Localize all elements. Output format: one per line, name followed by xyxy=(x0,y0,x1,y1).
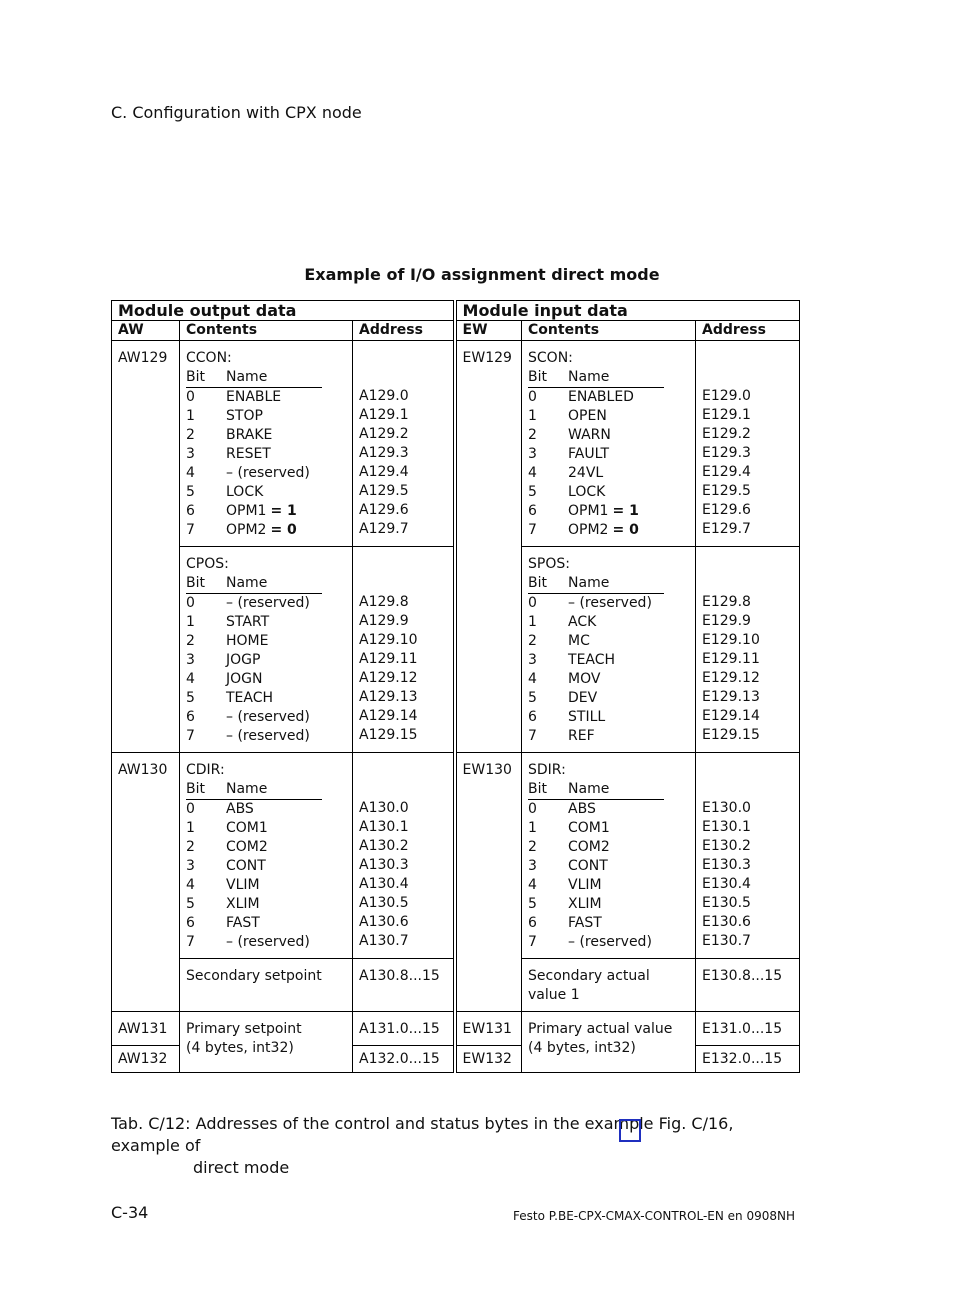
word-aw129: AW129 xyxy=(112,341,180,753)
bit-number: 3 xyxy=(186,858,195,874)
bit-address: A130.0 xyxy=(359,800,409,816)
address-list xyxy=(359,349,447,539)
bit-name: BRAKE xyxy=(226,427,273,443)
bit-header-bit: Bit xyxy=(186,575,205,591)
bit-header xyxy=(528,368,689,388)
bit-row xyxy=(528,933,689,952)
bit-row xyxy=(528,632,689,651)
bit-address: E129.14 xyxy=(702,708,760,724)
caption-line-1: Tab. C/12: Addresses of the control and status bytes in the example Fig. C/16, example of xyxy=(111,1114,734,1155)
bit-number: 1 xyxy=(528,408,537,424)
bit-header-name: Name xyxy=(226,575,268,591)
bit-row xyxy=(528,800,689,819)
bit-row xyxy=(186,464,346,483)
bit-row xyxy=(186,613,346,632)
bit-address: E129.5 xyxy=(702,483,751,499)
bit-address: E130.2 xyxy=(702,838,751,854)
bit-name: FAULT xyxy=(568,446,610,462)
bit-number: 3 xyxy=(528,446,537,462)
bit-row xyxy=(186,819,346,838)
bit-address: A129.10 xyxy=(359,632,418,648)
bit-address: E130.5 xyxy=(702,895,751,911)
sdir-cell xyxy=(522,753,696,959)
bit-address: A129.14 xyxy=(359,708,418,724)
bit-row xyxy=(528,708,689,727)
bit-number: 2 xyxy=(186,427,195,443)
bit-number: 0 xyxy=(186,801,195,817)
bit-address: E130.4 xyxy=(702,876,751,892)
bit-row xyxy=(528,594,689,613)
bit-name: STOP xyxy=(226,408,263,424)
bit-header-name: Name xyxy=(226,781,268,797)
bit-number: 5 xyxy=(186,484,195,500)
bit-name: COM2 xyxy=(226,839,268,855)
bit-number: 7 xyxy=(528,728,537,744)
bit-address: E129.4 xyxy=(702,464,751,480)
bit-number: 4 xyxy=(528,465,537,481)
bit-row xyxy=(186,876,346,895)
bit-row xyxy=(186,689,346,708)
bit-row xyxy=(186,651,346,670)
bit-name: TEACH xyxy=(226,690,274,706)
bit-name: ACK xyxy=(568,614,597,630)
bit-name: MOV xyxy=(568,671,601,687)
bit-address: E129.12 xyxy=(702,670,760,686)
bit-address: A130.2 xyxy=(359,838,409,854)
section-input: Module input data xyxy=(455,301,800,321)
register-label: CCON: xyxy=(186,350,232,366)
col-address-out: Address xyxy=(353,321,455,341)
bit-header-name: Name xyxy=(568,369,610,385)
bit-address: E129.13 xyxy=(702,689,760,705)
bit-name: CONT xyxy=(226,858,266,874)
bit-row xyxy=(528,388,689,407)
bit-name: ABS xyxy=(226,801,254,817)
bit-header-name: Name xyxy=(226,369,268,385)
bit-address: A130.3 xyxy=(359,857,409,873)
bit-name: – (reserved) xyxy=(226,934,310,950)
bit-number: 1 xyxy=(186,408,195,424)
ccon-addr-cell xyxy=(353,341,455,547)
link-marker[interactable] xyxy=(619,1119,641,1142)
bit-number: 2 xyxy=(528,427,537,443)
bit-number: 6 xyxy=(528,915,537,931)
bit-row xyxy=(186,857,346,876)
bit-address: A129.11 xyxy=(359,651,418,667)
bit-name: OPM1 xyxy=(226,503,267,519)
bit-number: 0 xyxy=(528,595,537,611)
bit-header-name: Name xyxy=(568,781,610,797)
bit-address: E129.9 xyxy=(702,613,751,629)
bit-row xyxy=(186,594,346,613)
bit-number: 5 xyxy=(528,484,537,500)
ccon-cell xyxy=(180,341,353,547)
bit-address: E129.6 xyxy=(702,502,751,518)
bit-row xyxy=(186,521,346,540)
bit-address: A129.9 xyxy=(359,613,409,629)
section-output: Module output data xyxy=(112,301,455,321)
bit-name: COM2 xyxy=(568,839,610,855)
bit-number: 3 xyxy=(186,652,195,668)
bit-name: START xyxy=(226,614,270,630)
bit-number: 6 xyxy=(528,709,537,725)
bit-number: 0 xyxy=(528,801,537,817)
bit-name: VLIM xyxy=(568,877,602,893)
bit-number: 6 xyxy=(186,709,195,725)
bit-number: 3 xyxy=(186,446,195,462)
bit-row xyxy=(186,502,346,521)
bit-address: E129.0 xyxy=(702,388,751,404)
caption-line-2: direct mode xyxy=(193,1158,290,1177)
primary-actual-label: Primary actual value xyxy=(528,1021,673,1037)
register-label: SCON: xyxy=(528,350,573,366)
bit-address: A129.15 xyxy=(359,727,418,743)
spos-addr-cell xyxy=(696,547,800,753)
spos-cell xyxy=(522,547,696,753)
bit-row xyxy=(186,838,346,857)
bit-row xyxy=(528,895,689,914)
register-label: SDIR: xyxy=(528,762,566,778)
bit-row xyxy=(528,914,689,933)
bit-row xyxy=(186,388,346,407)
bit-name: JOGN xyxy=(226,671,263,687)
bit-name: OPEN xyxy=(568,408,607,424)
bit-header-bit: Bit xyxy=(528,781,547,797)
bit-header xyxy=(186,574,346,594)
primary-setpoint-size: (4 bytes, int32) xyxy=(186,1040,294,1056)
io-assignment-table xyxy=(111,300,800,1073)
bit-number: 1 xyxy=(186,614,195,630)
bit-row xyxy=(528,426,689,445)
bit-header-bit: Bit xyxy=(186,369,205,385)
bit-address: E129.8 xyxy=(702,594,751,610)
col-contents-in: Contents xyxy=(522,321,696,341)
bit-header xyxy=(186,780,346,800)
bit-header-bit: Bit xyxy=(528,369,547,385)
bit-name: OPM2 xyxy=(568,522,609,538)
bit-name: CONT xyxy=(568,858,608,874)
bit-number: 3 xyxy=(528,858,537,874)
bit-header xyxy=(186,368,346,388)
address-list xyxy=(702,349,793,539)
bit-name: WARN xyxy=(568,427,611,443)
bit-value: = 1 xyxy=(612,503,639,519)
bit-name: ENABLE xyxy=(226,389,282,405)
bit-address: A129.13 xyxy=(359,689,418,705)
scon-cell xyxy=(522,341,696,547)
secondary-actual-value: Secondary actual value 1 xyxy=(522,959,696,1012)
page-number: C-34 xyxy=(111,1203,149,1222)
bit-number: 5 xyxy=(528,896,537,912)
bit-number: 6 xyxy=(528,503,537,519)
bit-number: 7 xyxy=(186,934,195,950)
word-ew132: EW132 xyxy=(455,1046,522,1073)
bit-address: E129.3 xyxy=(702,445,751,461)
bit-name: COM1 xyxy=(568,820,610,836)
bit-name: FAST xyxy=(226,915,260,931)
bit-name: HOME xyxy=(226,633,269,649)
bit-value: = 0 xyxy=(270,522,297,538)
bit-name: DEV xyxy=(568,690,598,706)
cdir-cell xyxy=(180,753,353,959)
bit-value: = 0 xyxy=(612,522,639,538)
bit-row xyxy=(186,670,346,689)
bit-number: 7 xyxy=(186,522,195,538)
bit-address: A130.5 xyxy=(359,895,409,911)
bit-number: 4 xyxy=(528,671,537,687)
bit-row xyxy=(186,445,346,464)
bit-name: ABS xyxy=(568,801,596,817)
bit-name: RESET xyxy=(226,446,271,462)
bit-address: A129.1 xyxy=(359,407,409,423)
bit-row xyxy=(186,727,346,746)
bit-header-name: Name xyxy=(568,575,610,591)
bit-name: FAST xyxy=(568,915,602,931)
bit-row xyxy=(186,708,346,727)
address-list xyxy=(702,555,793,745)
bit-row xyxy=(528,407,689,426)
bit-number: 0 xyxy=(186,389,195,405)
bit-header-bit: Bit xyxy=(528,575,547,591)
sdir-addr-cell xyxy=(696,753,800,959)
document-id: Festo P.BE-CPX-CMAX-CONTROL-EN en 0908NH xyxy=(513,1209,795,1223)
bit-row xyxy=(186,407,346,426)
bit-address: E130.0 xyxy=(702,800,751,816)
bit-row xyxy=(528,464,689,483)
bit-number: 1 xyxy=(528,820,537,836)
bit-row xyxy=(528,651,689,670)
col-aw: AW xyxy=(112,321,180,341)
bit-number: 3 xyxy=(528,652,537,668)
primary-setpoint xyxy=(180,1012,353,1073)
bit-address: E129.2 xyxy=(702,426,751,442)
bit-name: LOCK xyxy=(226,484,264,500)
word-ew130: EW130 xyxy=(455,753,522,1012)
primary-actual-value xyxy=(522,1012,696,1073)
word-aw132: AW132 xyxy=(112,1046,180,1073)
addr-e131: E131.0...15 xyxy=(696,1012,800,1046)
bit-name: MC xyxy=(568,633,590,649)
bit-number: 1 xyxy=(186,820,195,836)
addr-a132: A132.0...15 xyxy=(353,1046,455,1073)
primary-actual-size: (4 bytes, int32) xyxy=(528,1040,636,1056)
table-title: Example of I/O assignment direct mode xyxy=(304,265,660,284)
bit-address: A129.2 xyxy=(359,426,409,442)
bit-name: – (reserved) xyxy=(226,709,310,725)
bit-number: 4 xyxy=(186,465,195,481)
bit-address: E130.6 xyxy=(702,914,751,930)
word-ew131: EW131 xyxy=(455,1012,522,1046)
bit-row xyxy=(528,857,689,876)
bit-row xyxy=(528,521,689,540)
bit-address: E130.7 xyxy=(702,933,751,949)
register-label: SPOS: xyxy=(528,556,570,572)
primary-setpoint-label: Primary setpoint xyxy=(186,1021,302,1037)
bit-row xyxy=(186,632,346,651)
bit-number: 4 xyxy=(528,877,537,893)
table-caption xyxy=(111,1113,801,1179)
bit-address: A129.3 xyxy=(359,445,409,461)
bit-address: A130.4 xyxy=(359,876,409,892)
bit-row xyxy=(528,876,689,895)
bit-row xyxy=(528,819,689,838)
bit-name: – (reserved) xyxy=(226,465,310,481)
bit-header-bit: Bit xyxy=(186,781,205,797)
bit-address: A130.6 xyxy=(359,914,409,930)
bit-row xyxy=(528,670,689,689)
bit-number: 4 xyxy=(186,877,195,893)
bit-number: 2 xyxy=(528,633,537,649)
bit-name: ENABLED xyxy=(568,389,634,405)
bit-address: E129.15 xyxy=(702,727,760,743)
address-list xyxy=(359,761,447,951)
bit-row xyxy=(186,426,346,445)
bit-address: E129.1 xyxy=(702,407,751,423)
bit-address: E130.1 xyxy=(702,819,751,835)
bit-row xyxy=(528,502,689,521)
bit-name: LOCK xyxy=(568,484,606,500)
bit-address: A129.5 xyxy=(359,483,409,499)
bit-row xyxy=(186,483,346,502)
col-contents-out: Contents xyxy=(180,321,353,341)
secondary-setpoint-addr: A130.8...15 xyxy=(353,959,455,1012)
bit-row xyxy=(186,914,346,933)
register-label: CPOS: xyxy=(186,556,229,572)
bit-number: 5 xyxy=(186,690,195,706)
bit-name: JOGP xyxy=(226,652,261,668)
bit-number: 2 xyxy=(186,633,195,649)
addr-e132: E132.0...15 xyxy=(696,1046,800,1073)
bit-row xyxy=(528,689,689,708)
bit-name: – (reserved) xyxy=(226,595,310,611)
bit-row xyxy=(186,933,346,952)
bit-address: E130.3 xyxy=(702,857,751,873)
bit-number: 1 xyxy=(528,614,537,630)
bit-address: E129.11 xyxy=(702,651,760,667)
bit-header xyxy=(528,780,689,800)
bit-address: E129.7 xyxy=(702,521,751,537)
bit-address: A130.7 xyxy=(359,933,409,949)
bit-name: XLIM xyxy=(226,896,260,912)
bit-number: 2 xyxy=(186,839,195,855)
bit-row xyxy=(528,613,689,632)
word-aw131: AW131 xyxy=(112,1012,180,1046)
address-list xyxy=(702,761,793,951)
bit-name: – (reserved) xyxy=(568,595,652,611)
bit-name: 24VL xyxy=(568,465,604,481)
bit-row xyxy=(528,483,689,502)
bit-number: 5 xyxy=(528,690,537,706)
bit-number: 2 xyxy=(528,839,537,855)
secondary-actual-addr: E130.8...15 xyxy=(696,959,800,1012)
word-aw130: AW130 xyxy=(112,753,180,1012)
bit-name: VLIM xyxy=(226,877,260,893)
bit-name: STILL xyxy=(568,709,606,725)
bit-name: OPM1 xyxy=(568,503,609,519)
cpos-addr-cell xyxy=(353,547,455,753)
bit-row xyxy=(528,838,689,857)
bit-address: A129.12 xyxy=(359,670,418,686)
col-ew: EW xyxy=(455,321,522,341)
bit-number: 7 xyxy=(528,934,537,950)
bit-row xyxy=(528,445,689,464)
bit-name: COM1 xyxy=(226,820,268,836)
bit-name: XLIM xyxy=(568,896,602,912)
address-list xyxy=(359,555,447,745)
bit-number: 6 xyxy=(186,915,195,931)
bit-number: 7 xyxy=(528,522,537,538)
bit-row xyxy=(186,895,346,914)
bit-row xyxy=(528,727,689,746)
bit-number: 6 xyxy=(186,503,195,519)
word-ew129: EW129 xyxy=(455,341,522,753)
bit-name: TEACH xyxy=(568,652,616,668)
bit-row xyxy=(186,800,346,819)
bit-number: 4 xyxy=(186,671,195,687)
bit-number: 0 xyxy=(528,389,537,405)
bit-name: REF xyxy=(568,728,595,744)
bit-number: 5 xyxy=(186,896,195,912)
bit-value: = 1 xyxy=(270,503,297,519)
bit-name: OPM2 xyxy=(226,522,267,538)
bit-address: A129.7 xyxy=(359,521,409,537)
bit-name: – (reserved) xyxy=(226,728,310,744)
addr-a131: A131.0...15 xyxy=(353,1012,455,1046)
chapter-header: C. Configuration with CPX node xyxy=(111,103,362,122)
secondary-setpoint: Secondary setpoint xyxy=(180,959,353,1012)
bit-address: A130.1 xyxy=(359,819,409,835)
cpos-cell xyxy=(180,547,353,753)
bit-address: A129.8 xyxy=(359,594,409,610)
bit-address: A129.4 xyxy=(359,464,409,480)
col-address-in: Address xyxy=(696,321,800,341)
bit-address: A129.6 xyxy=(359,502,409,518)
cdir-addr-cell xyxy=(353,753,455,959)
bit-number: 0 xyxy=(186,595,195,611)
bit-address: E129.10 xyxy=(702,632,760,648)
bit-number: 7 xyxy=(186,728,195,744)
scon-addr-cell xyxy=(696,341,800,547)
bit-name: – (reserved) xyxy=(568,934,652,950)
bit-header xyxy=(528,574,689,594)
register-label: CDIR: xyxy=(186,762,225,778)
bit-address: A129.0 xyxy=(359,388,409,404)
